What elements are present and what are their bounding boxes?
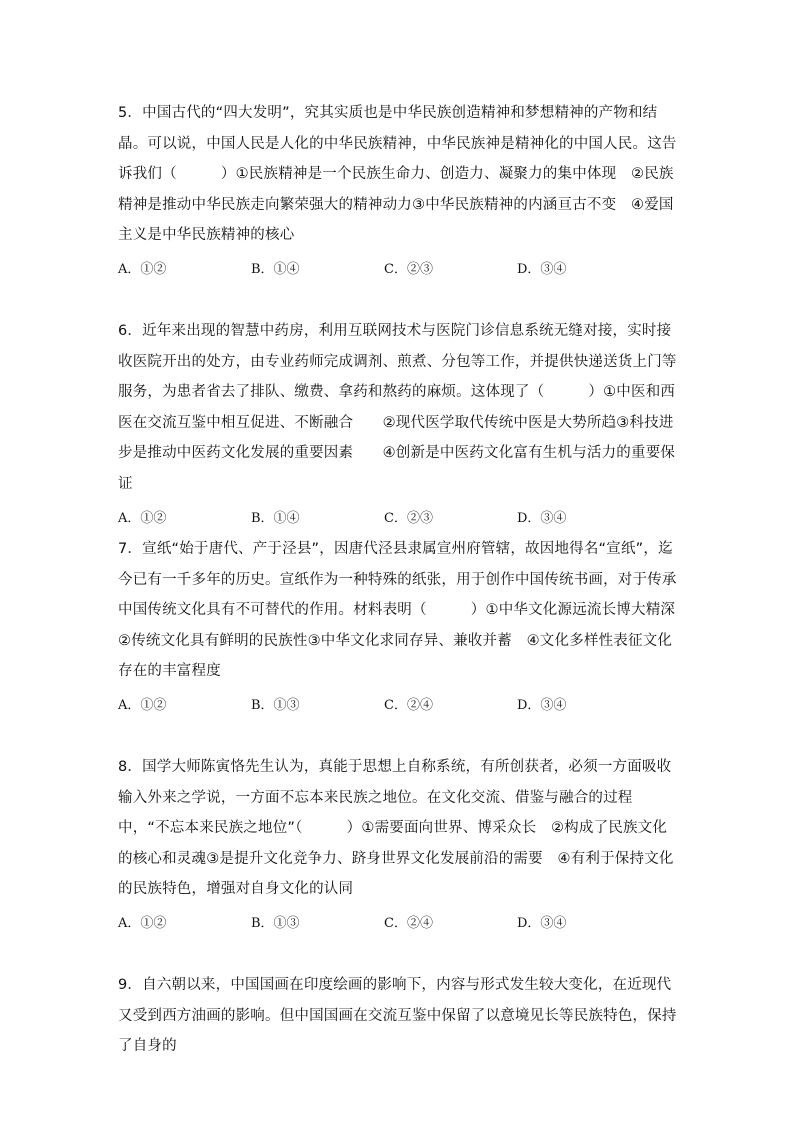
option-c[interactable]: C．②③ [384, 262, 433, 277]
question-8 [118, 752, 678, 933]
question-7 [118, 534, 690, 715]
question-9 [118, 970, 678, 1062]
answer-options [118, 505, 678, 527]
answer-options [118, 693, 678, 715]
question-6 [118, 316, 678, 527]
option-b[interactable]: B．①③ [251, 698, 300, 713]
question-stem: 7．宣纸“始于唐代、产于泾县”，因唐代泾县隶属宣州府管辖，故因地得名“宣纸”，迄今已有一千多年的历史。宣纸作为一种特殊的纸张，用于创作中国传统书画，对于传承中国传统文化具有不可替代的作用。材料表明（ ）①中华文化源远流长博大精深 ②传统文化具有鲜明的民族性③中华文化求同存异、兼收并蓄 ④文化多样性表征文化存在的丰富程度 [118, 541, 690, 679]
option-a[interactable]: A．①② [118, 916, 167, 931]
option-d[interactable]: D．③④ [517, 698, 567, 713]
option-b[interactable]: B．①④ [251, 510, 300, 526]
option-d[interactable]: D．③④ [517, 262, 567, 277]
question-stem: 8．国学大师陈寅恪先生认为，真能于思想上自称系统，有所创获者，必须一方面吸收输入外来之学说，一方面不忘本来民族之地位。在文化交流、借鉴与融合的过程中，“不忘本来民族之地位”（ ）①需要面向世界、博采众长 ②构成了民族文化的核心和灵魂③是提升文化竞争力、跻身世界文化发展前沿的需要 ④有利于保持文化的民族特色，增强对自身文化的认同 [118, 759, 674, 897]
answer-options [118, 911, 678, 933]
option-b[interactable]: B．①④ [251, 262, 300, 277]
answer-options [118, 257, 678, 279]
question-stem: 6．近年来出现的智慧中药房，利用互联网技术与医院门诊信息系统无缝对接，实时接收医院开出的处方，由专业药师完成调剂、煎煮、分包等工作，并提供快递送货上门等服务，为患者省去了排队、缴费、拿药和熬药的麻烦。这体现了（ ）①中医和西医在交流互鉴中相互促进、不断融合 ②现代医学取代传统中医是大势所趋③科技进步是推动中医药文化发展的重要因素 ④创新是中医药文化富有生机与活力的重要保证 [118, 323, 677, 492]
option-c[interactable]: C．②③ [384, 510, 433, 526]
question-5 [118, 98, 678, 279]
question-stem: 5．中国古代的“四大发明”，究其实质也是中华民族创造精神和梦想精神的产物和结晶。可以说，中国人民是人化的中华民族精神，中华民族神是精神化的中国人民。这告诉我们（ ）①民族精神是一个民族生命力、创造力、凝聚力的集中体现 ②民族精神是推动中华民族走向繁荣强大的精神动力③中华民族精神的内涵亘古不变 ④爱国主义是中华民族精神的核心 [118, 105, 677, 243]
option-a[interactable]: A．①② [118, 262, 167, 277]
option-c[interactable]: C．②④ [384, 698, 433, 713]
option-d[interactable]: D．③④ [517, 916, 567, 931]
option-a[interactable]: A．①② [118, 698, 167, 713]
option-d[interactable]: D．③④ [517, 510, 567, 526]
option-b[interactable]: B．①③ [251, 916, 300, 931]
question-stem: 9．自六朝以来，中国国画在印度绘画的影响下，内容与形式发生较大变化，在近现代又受到西方油画的影响。但中国国画在交流互鉴中保留了以意境见长等民族特色，保持了自身的 [118, 977, 677, 1054]
option-c[interactable]: C．②④ [384, 916, 433, 931]
option-a[interactable]: A．①② [118, 510, 167, 526]
